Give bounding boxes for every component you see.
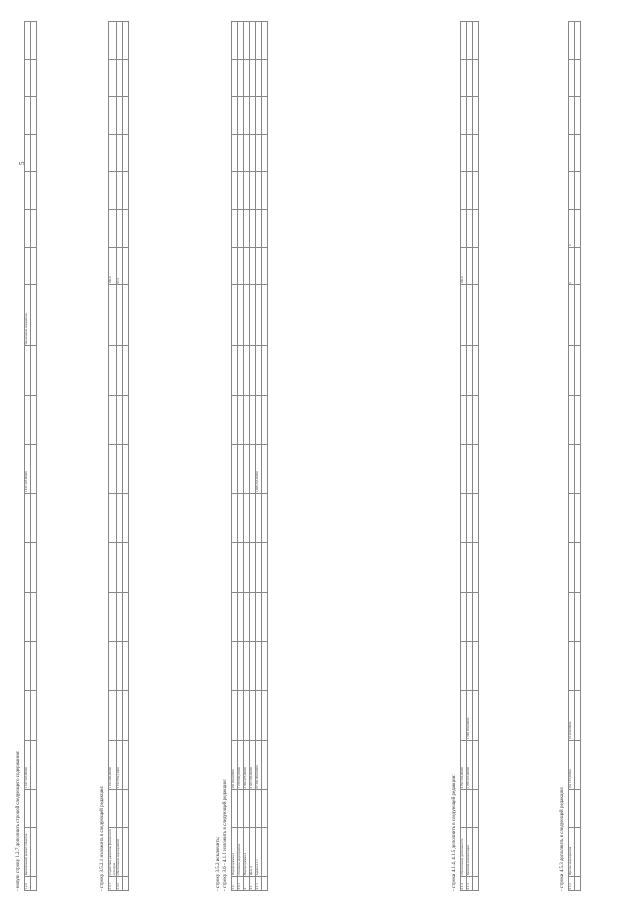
row-label: Обеспечение мероприятий: [117, 827, 123, 876]
page-number: 5: [18, 161, 26, 165]
cell-value: 205 960,00000: [232, 740, 238, 789]
amendment-table: [231, 21, 268, 891]
amendment-table: [568, 21, 581, 891]
row-code: 4.1.5: [467, 876, 473, 890]
row-code: 4.1.4: [461, 876, 467, 890]
row-code: 2.3.1: [109, 876, 117, 890]
amendment-note: - новую строку 1.2.7 дополнить строкой следующего содержания:: [16, 750, 21, 891]
row-code: 3.6.1: [238, 876, 244, 890]
cell-value: Увеличение показателя: [25, 285, 31, 346]
cell-value: 4 792 563,80000: [461, 740, 467, 789]
row-code: 2.3.2: [117, 876, 123, 890]
row-code: 4.5.3: [569, 876, 575, 890]
row-code: 4.1: [250, 876, 256, 890]
cell-value: 1 252 400,00000: [109, 740, 117, 789]
row-label: Подпрограмма 3: [232, 827, 238, 876]
row-label: Содействие развитию физической культуры: [109, 827, 117, 876]
row-code: 3.6: [232, 876, 238, 890]
row-label: Задача 4.1.1: [256, 827, 262, 876]
cell-value: 2 789 210,00000: [467, 740, 473, 789]
amendment-table: [24, 21, 37, 891]
amendment-note: - строки 4.5.3 дополнить в следующей редакции:: [560, 786, 565, 891]
row-label: Обеспечение деятельности: [461, 827, 467, 876]
cell-value: 1 447 297,80000: [25, 740, 31, 789]
amendment-note: - строку 3.6 - 4.1.1 изложить в следующей редакции:: [223, 778, 228, 891]
cell-value: 1 447 297,80000: [25, 444, 31, 493]
cell-value: 67 396 900,00000: [256, 740, 262, 789]
row-label: Подпрограмма 4: [244, 827, 250, 876]
row-code: 1.2.8: [25, 876, 31, 890]
cell-value: 1 258 090,56000: [238, 740, 244, 789]
row-label: Капитальный ремонт объектов: [25, 827, 31, 876]
cell-value: 162 155,30000: [569, 740, 575, 789]
cell-value: 0: [569, 247, 575, 285]
cell-value: 1 167 862,11000: [117, 740, 123, 789]
amendment-table: [460, 21, 479, 891]
cell-value: 1 098 263,82000: [256, 444, 262, 493]
amendment-table: [108, 21, 129, 891]
row-label: Прочие мероприятия: [569, 827, 575, 876]
amendment-note: - строки 4.1.4, 4.1.5 дополнить в следующей редакции:: [452, 774, 457, 891]
amendment-note: - строку 3.5.2.1 изложить в следующей редакции:: [100, 785, 105, 891]
cell-value: 100,0: [461, 247, 467, 285]
row-code: 4.: [244, 876, 250, 890]
row-label: Основное мероприятие: [238, 827, 244, 876]
cell-value: 2 390 475,00000: [244, 740, 250, 789]
cell-value: 0: [569, 210, 575, 248]
cell-value: 16 920,00000: [569, 691, 575, 740]
cell-value: 1 599 500,00000: [467, 691, 473, 740]
cell-value: 97,5: [117, 247, 123, 285]
amendment-note: - строку 3.5.2 исключить;: [216, 836, 221, 891]
row-label: Выплата компенсации: [467, 827, 473, 876]
cell-value: 3 025 500,00000: [250, 740, 256, 789]
row-code: 4.1.1: [256, 876, 262, 890]
cell-value: 100,0: [109, 247, 117, 285]
row-label: Цель 4: [250, 827, 256, 876]
